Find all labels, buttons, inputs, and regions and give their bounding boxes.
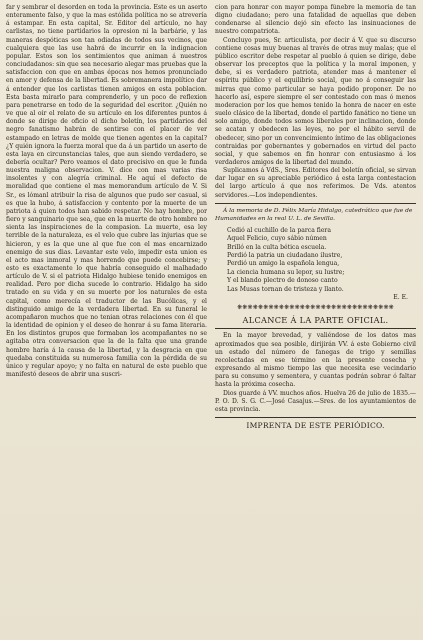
poem-dedication: Á la memoria de D. Félix María Hidalgo, catedrático que fue de Humanidades en la real U. L. de Sevilla.	[215, 207, 413, 222]
letter-continuation: cion para honrar con mayor pompa fúnebre la memoria de tan digno ciudadano; pero una fatalidad de aquellas que deben condenarse al silencio dejó sin efecto las insinuaciones de nuestro compatriota.	[215, 4, 416, 36]
official-notice: En la mayor brevedad, y valiéndose de los datos mas aproximados que sea posible, dirijirán VV. á este Gobierno civil un estado del número de fanegas de trigo y semillas recolectadas en ese término en la presente cosecha y expresando al mismo tiempo las que necesita ese vecindario para su consumo y sementera, y cuantas podrán sobrar ó faltar hasta la próxima cosecha.	[215, 332, 416, 389]
left-column-text: far y sembrar el desorden en toda la provincia. Este es un aserto enteramente falso, y que la mas estólida política no se atrevería á estampar. En esta capital, Sr. Editor del artículo, no hay carlistas, no tiene partidarios la opresion ni la barbárie, y las maneras despóticas son tan odiadas de todos sus vecinos, que cualquiera que las use habrá de incurrir en la indignacion popular. Estos son los sentimientos que animan á nuestros conciudadanos: sin que sea necesario alegar mas pruebas que la satisfaccion con que en ambas épocas nos hemos pronunciado en amor y defensa de la libertad. Es sobremanera impolítico dar á entender que los carlistas tienen amigos en esta poblacion. Esta basta mirarlo para comprenderlo, y un poco de reflexion para penetrarse en todo de la seguridad del escritor. ¿Quién no ve que al oir el relato de su artículo en los diferentes puntos á donde se dirige de oficio el dicho boletín, los partidarios del negro fanatismo habrán de sentirse con el placer de ver estampado en letras de molde que tienen agentes en la capital? ¿Y quién ignora la fuerza moral que da á un partido un aserto de esta laya en circunstancias tales, que aun siendo verdadero, se debería ocultar? Pero veamos el dato precisivo en que le funda nuestra maligna observacion. V. dice con mas varias risa insolentes y con alegría criminal. He aquí el defecto de moralidad que contiene el mas memorandum artículo de V. Si Sr., es lómanl atribuir la risa de algunos que pudo ser casual, si es que la hubo, á satisfaccion y contento por la muerte de un patriota á quien todos han sabido respetar. No hay hombre, por fiero y sanguinario que sea, que en la muerte de otro hombre no sienta las inspiraciones de la compasion. La muerte, esa ley terrible de la naturaleza, es el velo que cubre las injurias que se hicieron, y es la que une al que fue con el mas encarnizado enemigo de sus dias. Levantar este velo, impedir esta union es el acto mas inmoral y mas horrendo que puede concebirse; y esto es exactamente lo que habría conseguido el malhadado artículo de V. si el patriota Hidalgo hubiese tenido enemigos en realidad. Pero por dicha sucede lo contrario. Hidalgo ha sido tratado en su vida y en su muerte por los naturales de esta capital, como merecía el traductor de las Bucólicas, y el distinguido amigo de la verdadera libertad. En su funeral le acompañaron muchos que no tenian otras relaciones con él que la identidad de opinion y el deseo de honrar á su fama literaria. En los distintos grupos que formaban los acompañantes no se agitaba otra conversacion que la de la falta que una grande hombre haría á la causa de la libertad, y la desgracia en que quedaba constituida su numerosa familia con la pérdida de su único y regular apoyo; y no falta en natural de este pueblo que manifestó deseos de abrir una suscri-	[6, 4, 207, 379]
poem-signature: E. E.	[393, 294, 408, 301]
poem-line: Las Musas tornan de tristeza y llanto.	[227, 285, 344, 293]
divider-line	[215, 328, 416, 329]
letter-request: Suplicamos á VdS., Sres. Editores del boletín oficial, se sirvan dar lugar en su apreciable periódico á esta larga contestacion del largo artículo á que nos referimos. De Vds. atentos servidores.—Los independientes.	[215, 167, 416, 199]
poem-line: Cedió al cuchillo de la parca fiera	[227, 226, 331, 234]
printer-imprint: IMPRENTA DE ESTE PERIÓDICO.	[246, 420, 385, 430]
poem	[227, 227, 416, 303]
letter-conclusion: Concluyo pues, Sr. articulista, por decir á V. que su discurso contiene cosas muy buenas al través de otras muy malas; que el público escritor debe respetar al pueblo á quien se dirige, debe observar los preceptos que la política y la moral imponen, y debe, si es verdadero patriota, atender mas á mantener el espíritu público y el equilibrio social, que no á conseguir las mirras que como particular se haya podido proponer. De no hacerlo así, espere siempre el ser contestado con mas ó menos moderacion por los que hemos tenido la honra de nacer en este suelo clásico de la libertad, donde el partido fanático no tiene un solo amigo, donde todos somos liberales por inclinacion, donde se acatan y obedecen las leyes, no por el hábito servil de obedecer, sino por un convencimiento íntimo de las obligaciones contraidas por gobernantes y gobernados en virtud del pacto social, y que sabemos en fin honrar con entusiasmo á los verdaderos amigos de la libertad del mundo.	[215, 36, 416, 166]
left-column	[6, 4, 207, 636]
divider-line	[215, 203, 416, 204]
text-columns	[6, 4, 417, 636]
right-column	[215, 4, 416, 636]
poem-line: Perdió la patria un ciudadano ilustre,	[227, 251, 343, 259]
divider-line	[215, 417, 416, 418]
poem-line: La ciencia humana su lepor, su lustre;	[227, 268, 345, 276]
notice-closing: Dios guarde á VV. muchos años. Huelva 26 de julio de 1835.—P. O. D. S. G. C.—José Casajus.—Sres. de los ayuntamientos de esta provincia.	[215, 389, 416, 413]
ornamental-border: ❋❋❋❋❋❋❋❋❋❋❋❋❋❋❋❋❋❋❋❋❋❋❋❋❋❋❋❋❋❋	[237, 304, 394, 312]
poem-line: Brilló en la culta bética escuela.	[227, 243, 327, 251]
section-heading: ALCANCE Á LA PARTE OFICIAL.	[242, 315, 389, 326]
poem-line: Y el blando plectro de donoso canto	[227, 277, 338, 285]
poem-line: Perdió un amigo la española lengua,	[227, 260, 340, 268]
poem-line: Aquel Felicio, cuyo sábio númen	[227, 235, 327, 243]
